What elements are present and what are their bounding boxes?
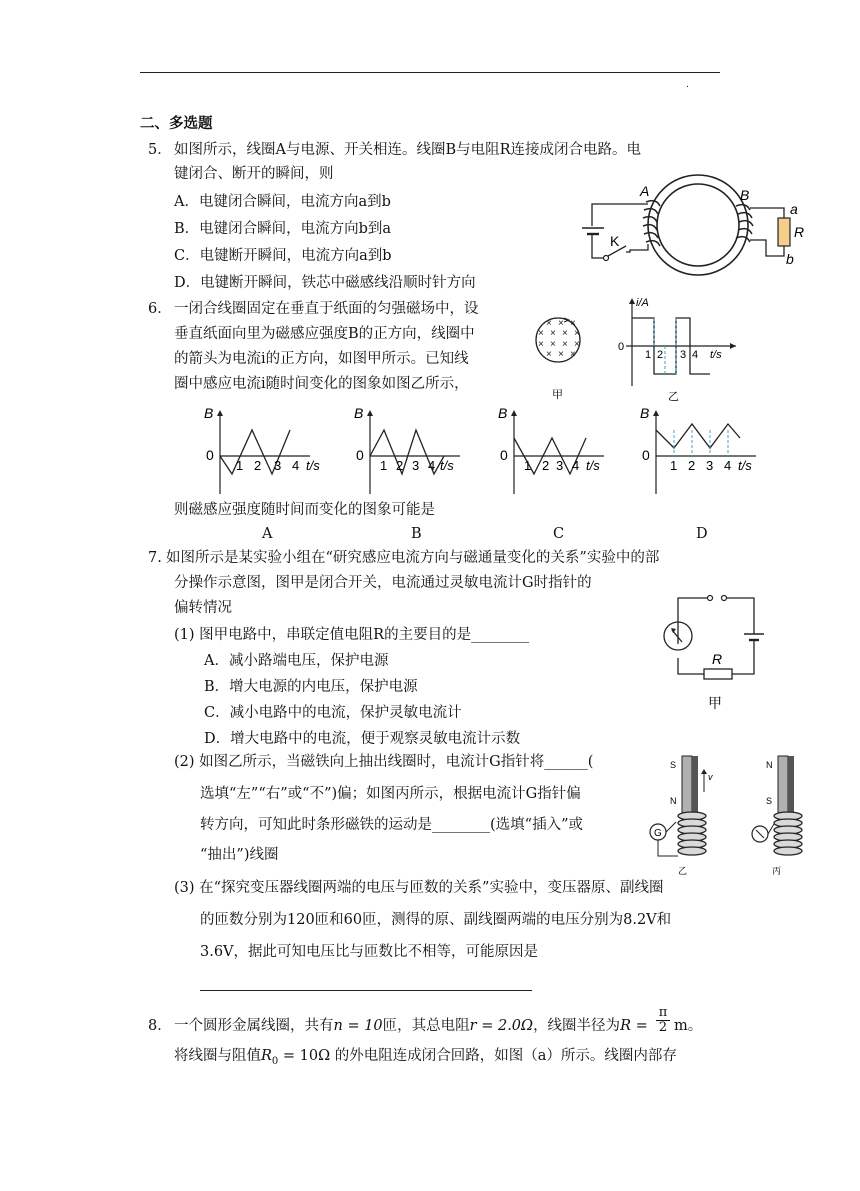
q6-fig-jia-label: 甲 (552, 389, 563, 401)
svg-text:3: 3 (274, 458, 282, 473)
q7-part1-option-b: B．增大电源的内电压，保护电源 (204, 679, 418, 695)
q8-line1 (174, 1016, 648, 1036)
q8-r0-subscript: 0 (271, 1055, 279, 1067)
q7-stem-line1: 如图所示是某实验小组在“研究感应电流方向与磁通量变化的关系”实验中的部 (166, 550, 660, 566)
q6-stem-line4: 圈中感应电流i随时间变化的图象如图乙所示， (174, 376, 469, 392)
q6-graph-d (636, 402, 766, 498)
q7-part1-option-c: C．减小电路中的电流，保护灵敏电流计 (204, 705, 462, 721)
q7-fig-bing-label: 丙 (772, 866, 782, 876)
q7-part1: (1) 图甲电路中，串联定值电阻R的主要目的是________ (174, 627, 530, 643)
svg-text:0: 0 (356, 447, 364, 463)
q5-option-a: A．电键闭合瞬间，电流方向a到b (174, 194, 391, 210)
q7-part3-line2: 的匝数分别为120匝和60匝，测得的原、副线圈两端的电压分别为8.2V和 (200, 912, 672, 928)
q5-wire-left-top (592, 204, 648, 226)
svg-text:2: 2 (396, 458, 404, 473)
q6-yi-xlabel: t/s (710, 349, 722, 361)
svg-text:4: 4 (428, 458, 436, 473)
svg-text:N: N (766, 760, 773, 770)
q5-label-r: R (794, 224, 805, 240)
q8-text-a: 一个圆形金属线圈，共有 (174, 1018, 334, 1034)
q5-core-inner (657, 184, 739, 266)
section-title: 二、多选题 (140, 115, 213, 132)
svg-text:t/s: t/s (306, 458, 320, 473)
q7-part2-line2: 选填“左”“右”或“不”)偏；如图丙所示，根据电流计G指针偏 (200, 786, 581, 802)
q6-question: 则磁感应强度随时间而变化的图象可能是 (174, 502, 435, 518)
q5-resistor (778, 218, 790, 246)
field-cross-icon: × (538, 339, 544, 350)
svg-text:4: 4 (292, 458, 300, 473)
q7-fig-bing (742, 752, 822, 878)
q8-R-symbol: R = (620, 1018, 648, 1034)
q7-fig-yi (646, 752, 726, 878)
q7-fig-jia (660, 590, 780, 720)
q7-fig-jia-label: 甲 (708, 695, 722, 711)
q8-n-value: n = 10 (333, 1018, 383, 1034)
q6-stem-line1: 一闭合线圈固定在垂直于纸面的匀强磁场中，设 (174, 301, 479, 317)
svg-text:v: v (708, 772, 713, 782)
q7-stem-line2: 分操作示意图，图甲是闭合开关，电流通过灵敏电流计G时指针的 (174, 575, 592, 591)
q6-choice-d: D (696, 526, 708, 542)
svg-text:2: 2 (688, 458, 696, 473)
field-cross-icon: × (558, 349, 564, 360)
svg-text:B: B (640, 405, 650, 421)
q8-fraction (656, 1006, 670, 1035)
q5-label-b-coil: B (740, 187, 750, 203)
svg-text:2: 2 (254, 458, 262, 473)
q7-part3-line1: (3) 在“探究变压器线圈两端的电压与匝数的关系”实验中，变压器原、副线圈 (174, 880, 664, 896)
q8-line2 (174, 1046, 677, 1072)
svg-text:1: 1 (236, 458, 244, 473)
svg-text:B: B (204, 405, 214, 421)
q5-core-outer (648, 175, 748, 275)
svg-text:1: 1 (524, 458, 532, 473)
q5-option-b: B．电键闭合瞬间，电流方向b到a (174, 221, 392, 237)
q8-text-b: 匝，其总电阻 (382, 1018, 470, 1034)
q6-fig-jia (528, 312, 592, 402)
q5-switch-contact (604, 256, 609, 261)
q7-stem-line3: 偏转情况 (174, 600, 232, 616)
svg-text:2: 2 (542, 458, 550, 473)
q5-wire-right-top (750, 208, 784, 218)
q6-yi-tick-3: 3 (680, 349, 687, 361)
q6-yi-origin: 0 (618, 341, 625, 353)
q8-line2-text-a: 将线圈与阻值 (174, 1048, 261, 1064)
field-cross-icon: × (574, 328, 580, 339)
field-cross-icon: × (574, 339, 580, 350)
svg-text:1: 1 (380, 458, 388, 473)
svg-text:B: B (498, 405, 508, 421)
q5-label-k: K (610, 233, 620, 249)
field-cross-icon: × (570, 349, 576, 360)
svg-text:t/s: t/s (738, 458, 752, 473)
svg-text:t/s: t/s (586, 458, 600, 473)
q8-fraction-den: 2 (658, 1020, 668, 1035)
svg-text:0: 0 (642, 447, 650, 463)
svg-text:S: S (670, 760, 677, 770)
q5-label-a-terminal: a (790, 201, 798, 217)
q8-number: 8． (148, 1018, 172, 1034)
q7-number: 7. (148, 550, 162, 566)
q6-choice-a: A (262, 526, 273, 542)
q5-figure (580, 166, 820, 276)
q6-yi-ylabel: i/A (636, 297, 649, 309)
q5-option-d: D．电键断开瞬间，铁芯中磁感线沿顺时针方向 (174, 275, 476, 291)
q7-part1-option-d: D．增大电路中的电流，便于观察灵敏电流计示数 (204, 731, 521, 747)
q5-label-a-coil: A (640, 183, 650, 199)
q6-stem-line3: 的箭头为电流i的正方向，如图甲所示。已知线 (174, 351, 469, 367)
svg-text:N: N (670, 796, 677, 806)
q6-fig-yi-label: 乙 (668, 391, 679, 403)
svg-text:t/s: t/s (440, 458, 454, 473)
svg-text:0: 0 (206, 447, 214, 463)
q5-option-c: C．电键断开瞬间，电流方向a到b (174, 248, 392, 264)
q7-part1-option-a: A．减小路端电压，保护电源 (204, 653, 389, 669)
svg-text:S: S (766, 796, 773, 806)
field-cross-icon: × (558, 318, 564, 329)
q5-stem-line2: 键闭合、断开的瞬间，则 (174, 166, 334, 182)
svg-text:4: 4 (724, 458, 732, 473)
q8-text-c: ，线圈半径为 (533, 1018, 621, 1034)
q6-yi-tick-2: 2 (657, 349, 664, 361)
field-cross-icon: × (550, 339, 556, 350)
svg-text:1: 1 (670, 458, 678, 473)
q6-yi-tick-1: 1 (645, 349, 652, 361)
header-dot: . (686, 80, 689, 90)
q7-answer-blank (200, 990, 532, 991)
field-cross-icon: × (550, 328, 556, 339)
field-cross-icon: × (546, 349, 552, 360)
q6-graph-d-line (656, 424, 740, 448)
header-rule (140, 72, 720, 73)
q5-wire-switch (626, 244, 648, 252)
field-cross-icon: × (546, 318, 552, 329)
q8-line2-text-b: = 10Ω 的外电阻连成闭合回路，如图（a）所示。线圈内部存 (278, 1048, 677, 1064)
q6-stem-line2: 垂直纸面向里为磁感应强度B的正方向，线圈中 (174, 326, 475, 342)
svg-text:B: B (354, 405, 364, 421)
q5-number: 5． (148, 142, 172, 158)
q8-unit: m。 (674, 1018, 703, 1034)
q5-wire-left-bottom (592, 234, 604, 258)
q6-graph-b (350, 402, 470, 498)
field-cross-icon: × (570, 318, 576, 329)
q8-r-value: r = 2.0Ω (469, 1018, 534, 1034)
q6-number: 6． (148, 301, 172, 317)
q7-fig-jia-r: R (712, 651, 723, 667)
q8-r0-symbol: R (261, 1048, 272, 1064)
q5-label-b-terminal: b (786, 251, 794, 267)
q5-stem-line1: 如图所示，线圈A与电源、开关相连。线圈B与电阻R连接成闭合电路。电 (174, 142, 642, 158)
q6-choice-c: C (553, 526, 565, 542)
q6-fig-yi (612, 296, 747, 404)
q6-graph-a (200, 402, 340, 498)
q7-part3-line3: 3.6V，据此可知电压比与匝数比不相等，可能原因是 (200, 944, 539, 960)
field-cross-icon: × (562, 339, 568, 350)
q6-graph-c (494, 402, 614, 498)
svg-text:4: 4 (572, 458, 580, 473)
q6-choice-b: B (411, 526, 422, 542)
q8-fraction-num: π (656, 1006, 670, 1021)
field-cross-icon: × (538, 328, 544, 339)
svg-text:3: 3 (556, 458, 564, 473)
q7-part2-line3: 转方向，可知此时条形磁铁的运动是________(选填“插入”或 (200, 817, 583, 833)
svg-text:0: 0 (500, 447, 508, 463)
q7-part2-line1: (2) 如图乙所示，当磁铁向上抽出线圈时，电流计G指针将______( (174, 754, 594, 770)
svg-text:G: G (654, 828, 662, 839)
q7-part2-line4: “抽出”)线圈 (200, 847, 279, 863)
q7-fig-yi-label: 乙 (678, 866, 688, 876)
field-cross-icon: × (562, 328, 568, 339)
svg-text:3: 3 (706, 458, 714, 473)
q6-yi-tick-4: 4 (692, 349, 699, 361)
svg-text:3: 3 (412, 458, 420, 473)
